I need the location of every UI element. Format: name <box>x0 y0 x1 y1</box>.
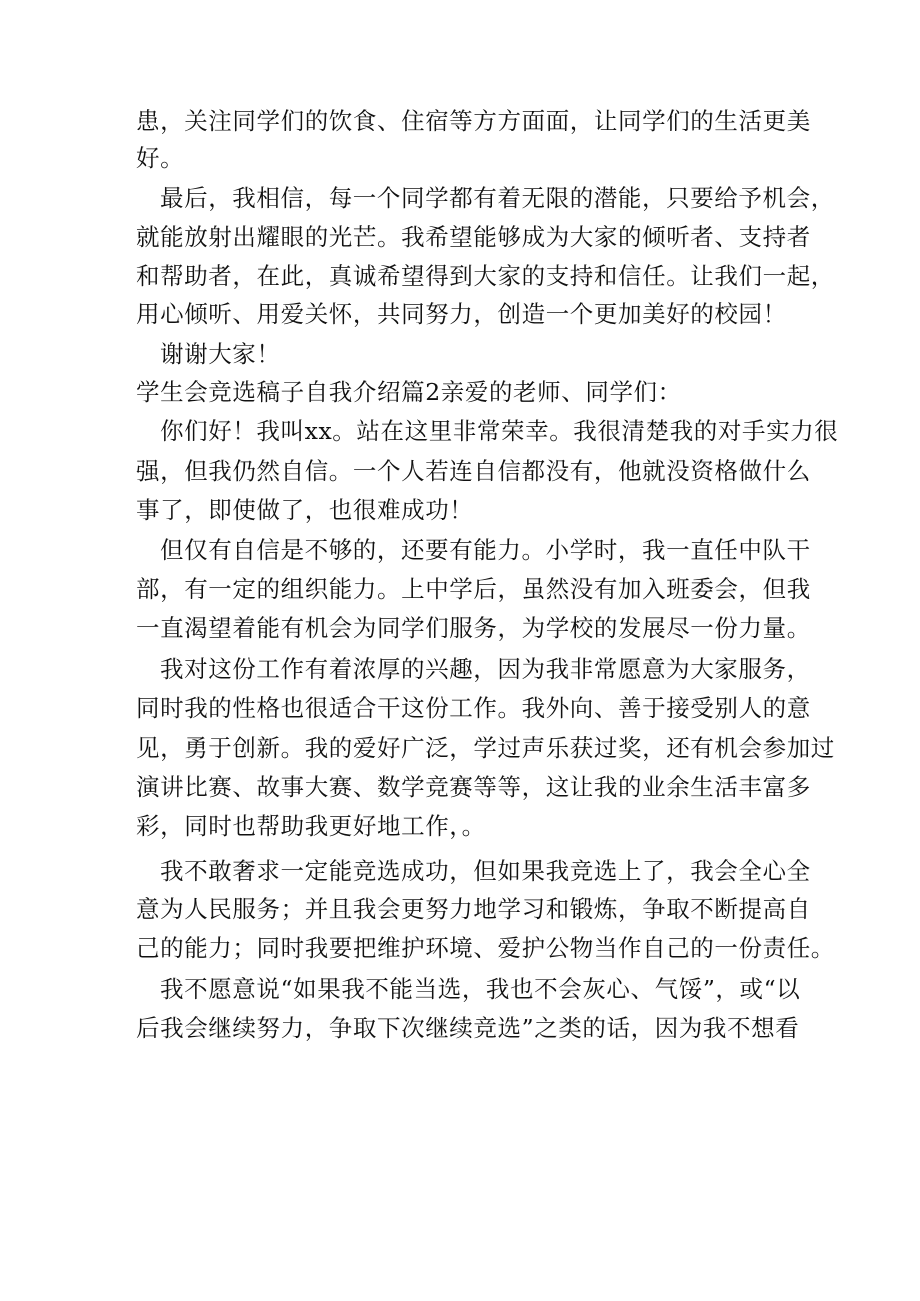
text-line: 患，关注同学们的饮食、住宿等方方面面，让同学们的生活更美 <box>136 107 811 135</box>
text-line: 意为人民服务；并且我会更努力地学习和锻炼，争取不断提高自 <box>136 895 811 923</box>
paragraph-start-line: 谢谢大家！ <box>160 340 281 368</box>
text-line: 事了，即使做了，也很难成功！ <box>136 496 474 524</box>
text-line: 强，但我仍然自信。一个人若连自信都没有，他就没资格做什么 <box>136 457 811 485</box>
paragraph-start-line: 我对这份工作有着浓厚的兴趣，因为我非常愿意为大家服务， <box>160 655 811 683</box>
section-heading: 学生会竞选稿子自我介绍篇2亲爱的老师、同学们： <box>136 378 682 406</box>
text-line: 彩，同时也帮助我更好地工作，。 <box>136 812 486 840</box>
text-line: 同时我的性格也很适合干这份工作。我外向、善于接受别人的意 <box>136 694 811 722</box>
text-line: 用心倾听、用爱关怀，共同努力，创造一个更加美好的校园！ <box>136 300 787 328</box>
text-line: 后我会继续努力，争取下次继续竞选”之类的话，因为我不想看 <box>136 1014 800 1042</box>
paragraph-start-line: 我不敢奢求一定能竞选成功，但如果我竞选上了，我会全心全 <box>160 857 811 885</box>
text-line: 见，勇于创新。我的爱好广泛，学过声乐获过奖，还有机会参加过 <box>136 734 835 762</box>
text-line: 好。 <box>136 144 185 172</box>
text-line: 演讲比赛、故事大赛、数学竞赛等等，这让我的业余生活丰富多 <box>136 773 811 801</box>
text-line: 部，有一定的组织能力。上中学后，虽然没有加入班委会，但我 <box>136 575 811 603</box>
text-line: 一直渴望着能有机会为同学们服务，为学校的发展尽一份力量。 <box>136 614 811 642</box>
paragraph-start-line: 你们好！我叫xx。站在这里非常荣幸。我很清楚我的对手实力很 <box>160 417 839 445</box>
text-line: 就能放射出耀眼的光芒。我希望能够成为大家的倾听者、支持者 <box>136 223 811 251</box>
text-line: 和帮助者，在此，真诚希望得到大家的支持和信任。让我们一起， <box>136 262 835 290</box>
paragraph-start-line: 最后，我相信，每一个同学都有着无限的潜能，只要给予机会， <box>160 184 835 212</box>
paragraph-start-line: 我不愿意说“如果我不能当选，我也不会灰心、气馁”，或“以 <box>160 975 801 1003</box>
paragraph-start-line: 但仅有自信是不够的，还要有能力。小学时，我一直任中队干 <box>160 536 811 564</box>
text-line: 己的能力；同时我要把维护环境、爱护公物当作自己的一份责任。 <box>136 934 835 962</box>
